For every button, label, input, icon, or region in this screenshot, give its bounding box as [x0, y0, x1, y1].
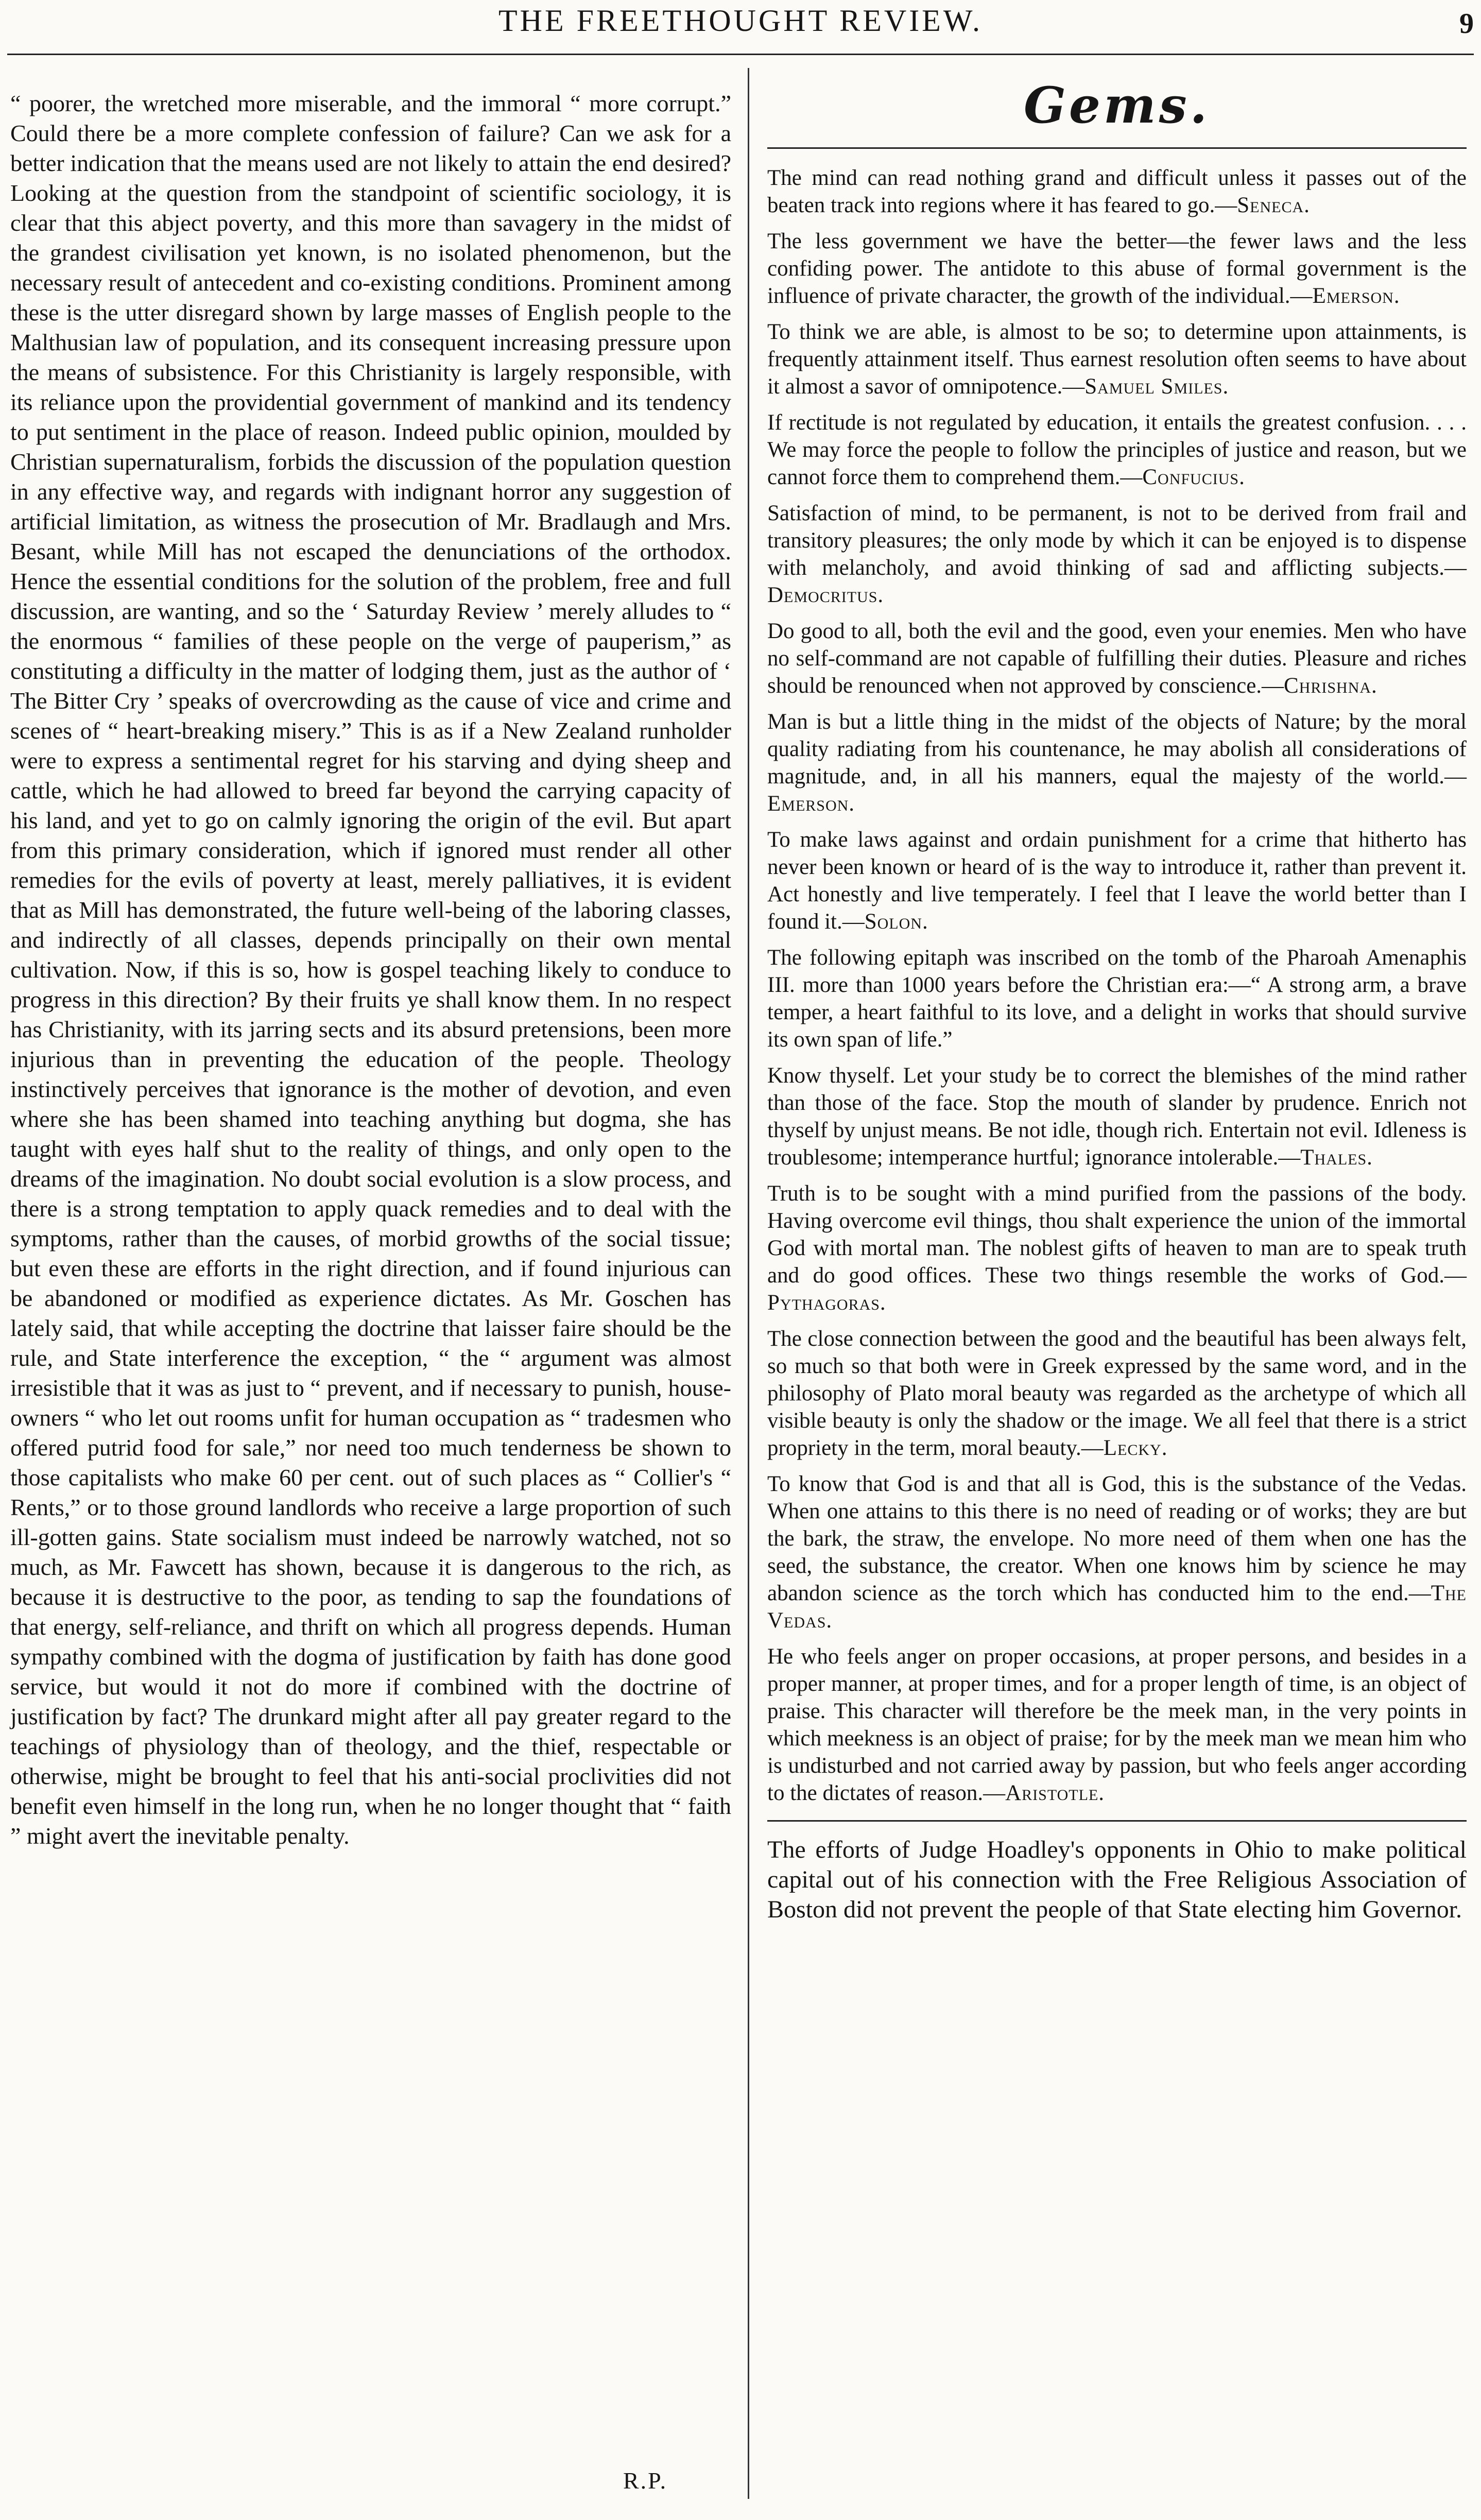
gem-quote	[767, 228, 1467, 310]
masthead-title: THE FREETHOUGHT REVIEW.	[498, 4, 983, 38]
gem-author: Thales.	[1300, 1145, 1373, 1170]
gem-author: Confucius.	[1142, 465, 1245, 489]
gem-text: If rectitude is not regulated by education, it entails the greatest confusion. . . . We may force the people to follow the principles of justice and reason, but we cannot force them to comprehend them.—	[767, 410, 1467, 489]
article-column	[10, 89, 731, 1851]
gem-quote	[767, 1180, 1467, 1316]
gem-author: Lecky.	[1103, 1436, 1168, 1460]
gem-text: The less government we have the better—the fewer laws and the less confiding power. The antidote to this abuse of formal government is the influence of private character, the growth of the individual.—	[767, 229, 1467, 308]
gem-text: To make laws against and ordain punishment for a crime that hitherto has never been known or heard of is the way to introduce it, rather than prevent it. Act honestly and live temperately. I feel that I leave the world better than I found it.—	[767, 828, 1467, 934]
gem-author: Seneca.	[1237, 193, 1310, 217]
header-rule	[7, 54, 1474, 55]
gem-quote	[767, 1470, 1467, 1634]
gem-author: Samuel Smiles.	[1084, 374, 1229, 399]
page-number: 9	[1459, 8, 1474, 40]
gem-text: Truth is to be sought with a mind purified from the passions of the body. Having overcome evil things, thou shalt experience the union of the immortal God with mortal man. The noblest gifts of heaven to man are to speak truth and do good offices. These two things resemble the works of God.—	[767, 1181, 1467, 1288]
gem-author: The Vedas.	[767, 1581, 1467, 1633]
gem-quote	[767, 944, 1467, 1053]
section-rule	[767, 1820, 1467, 1822]
gems-heading-rule	[767, 147, 1467, 149]
gem-quote	[767, 318, 1467, 400]
column-divider	[748, 68, 749, 2499]
gem-text: Know thyself. Let your study be to correct the blemishes of the mind rather than those of the face. Stop the mouth of slander by prudence. Enrich not thyself by unjust means. Be not idle, though rich. Entertain not evil. Idleness is troublesome; intemperance hurtful; ignorance intolerable.—	[767, 1064, 1467, 1170]
gem-author: Democritus.	[767, 583, 884, 607]
gem-text: To think we are able, is almost to be so; to determine upon attainments, is frequently attainment itself. Thus earnest resolution often seems to have about it almost a savor of omnipotence.—	[767, 320, 1467, 399]
article-body: “ poorer, the wretched more miserable, and the immoral “ more corrupt.” Could there be a more complete confession of failure? Can we ask for a better indication that the means used are not likely to attain the end desired? Looking at the question from the standpoint of scientific sociology, it is clear that this abject poverty, and this more than savagery in the midst of the grandest civilisation yet known, is no isolated phenomenon, but the necessary result of antecedent and co-existing conditions. Prominent among these is the utter disregard shown by large masses of English people to the Malthusian law of population, and its consequent increasing pressure upon the means of subsistence. For this Christianity is largely responsible, with its reliance upon the providential government of mankind and its tendency to put sentiment in the place of reason. Indeed public opinion, moulded by Christian supernaturalism, forbids the discussion of the population question in any effective way, and regards with indignant horror any suggestion of artificial limitation, as witness the prosecution of Mr. Bradlaugh and Mrs. Besant, while Mill has not escaped the denunciations of the orthodox. Hence the essential conditions for the solution of the problem, free and full discussion, are wanting, and so the ‘ Saturday Review ’ merely alludes to “ the enormous “ families of these people on the verge of pauperism,” as constituting a difficulty in the matter of lodging them, just as the author of ‘ The Bitter Cry ’ speaks of overcrowding as the cause of vice and crime and scenes of “ heart-breaking misery.” This is as if a New Zealand runholder were to express a sentimental regret for his starving and dying sheep and cattle, which he had allowed to breed far beyond the carrying capacity of his land, and yet to go on calmly ignoring the origin of the evil. But apart from this primary consideration, which if ignored must render all other remedies for the evils of poverty at least, merely palliatives, it is evident that as Mill has demonstrated, the future well-being of the laboring classes, and indirectly of all classes, depends principally on their own mental cultivation. Now, if this is so, how is gospel teaching likely to conduce to progress in this direction? By their fruits ye shall know them. In no respect has Christianity, with its jarring sects and its absurd pretensions, been more injurious than in preventing the education of the people. Theology instinctively perceives that ignorance is the mother of devotion, and even where she has been shamed into teaching anything but dogma, she has taught with eyes half shut to the reality of things, and only open to the dreams of the imagination. No doubt social evolution is a slow process, and there is a strong temptation to apply quack remedies and to deal with the symptoms, rather than the causes, of morbid growths of the social tissue; but even these are efforts in the right direction, and if found injurious can be abandoned or modified as experience dictates. As Mr. Goschen has lately said, that while accepting the doctrine that laisser faire should be the rule, and State interference the exception, “ the “ argument was almost irresistible that it was as just to “ prevent, and if necessary to punish, house-owners “ who let out rooms unfit for human occupation as “ tradesmen who offered putrid food for sale,” nor need too much tenderness be shown to those capitalists who make 60 per cent. out of such places as “ Collier's “ Rents,” or to those ground landlords who receive a large proportion of such ill-gotten gains. State socialism must indeed be narrowly watched, not so much, as Mr. Fawcett has shown, because it is dangerous to the rich, as because it is destructive to the poor, as tending to sap the foundations of that energy, self-reliance, and thrift on which all progress depends. Human sympathy combined with the dogma of justification by faith has done good service, but would it not do more if combined with the doctrine of justification by fact? The drunkard might after all pay greater regard to the teachings of physiology than of theology, and the thief, respectable or otherwise, might be brought to feel that his anti-social proclivities did not benefit even himself in the long run, when he no longer thought that “ faith ” might avert the inevitable penalty.	[10, 90, 731, 1849]
gem-quote	[767, 1643, 1467, 1807]
article-signature: R.P.	[623, 2467, 668, 2494]
gem-author: Aristotle.	[1005, 1781, 1105, 1805]
gems-column	[767, 68, 1467, 1925]
gem-quote	[767, 409, 1467, 491]
gem-author: Emerson.	[1312, 284, 1400, 308]
gem-text: He who feels anger on proper occasions, at proper persons, and besides in a proper manner, at proper times, and for a proper length of time, is an object of praise. This character will therefore be the meek man, in the very points in which meekness is an object of praise; for by the meek man we mean him who is undisturbed and not carried away by passion, but who feels anger according to the dictates of reason.—	[767, 1644, 1467, 1805]
gem-author: Pythagoras.	[767, 1291, 886, 1315]
gems-heading: Gems.	[1023, 76, 1211, 134]
gem-text: Man is but a little thing in the midst of the objects of Nature; by the moral quality radiating from his countenance, he may abolish all considerations of magnitude, and, in all his manners, equal the majesty of the world.—	[767, 710, 1467, 788]
gem-text: The following epitaph was inscribed on the tomb of the Pharoah Amenaphis III. more than 1000 years before the Christian era:—“ A strong arm, a brave temper, a heart faithful to its love, and a delight in works that should survive its own span of life.”	[767, 946, 1467, 1052]
gem-quote	[767, 164, 1467, 219]
gem-text: To know that God is and that all is God, this is the substance of the Vedas. When one attains to this there is no need of reading or of works; they are but the bark, the straw, the envelope. No more need of them when one has the seed, the substance, the creator. When one knows him by science he may abandon science as the torch which has conducted him to the end.—	[767, 1472, 1467, 1605]
gem-quote	[767, 618, 1467, 699]
news-note: The efforts of Judge Hoadley's opponents in Ohio to make political capital out of his connection with the Free Religious Association of Boston did not prevent the people of that State electing him Governor.	[767, 1836, 1467, 1923]
gem-quote	[767, 1325, 1467, 1462]
gem-quote	[767, 826, 1467, 935]
gem-author: Emerson.	[767, 792, 855, 816]
gem-quote	[767, 1062, 1467, 1171]
gem-quote	[767, 500, 1467, 609]
gem-author: Solon.	[864, 910, 928, 934]
gem-text: Satisfaction of mind, to be permanent, is not to be derived from frail and transitory pleasures; the only mode by which it can be enjoyed is to dispense with melancholy, and avoid thinking of sad and afflicting subjects.—	[767, 501, 1467, 580]
page-header	[0, 0, 1481, 57]
gem-author: Chrishna.	[1284, 674, 1377, 698]
gem-quote	[767, 708, 1467, 817]
gem-text: Do good to all, both the evil and the good, even your enemies. Men who have no self-command are not capable of fulfilling their duties. Pleasure and riches should be renounced when not approved by conscience.—	[767, 619, 1467, 698]
gem-text: The close connection between the good and the beautiful has been always felt, so much so that both were in Greek expressed by the same word, and in the philosophy of Plato moral beauty was regarded as the archetype of which all visible beauty is only the shadow or the image. We all feel that there is a strict propriety in the term, moral beauty.—	[767, 1327, 1467, 1460]
gem-text: The mind can read nothing grand and difficult unless it passes out of the beaten track into regions where it has feared to go.—	[767, 166, 1467, 217]
